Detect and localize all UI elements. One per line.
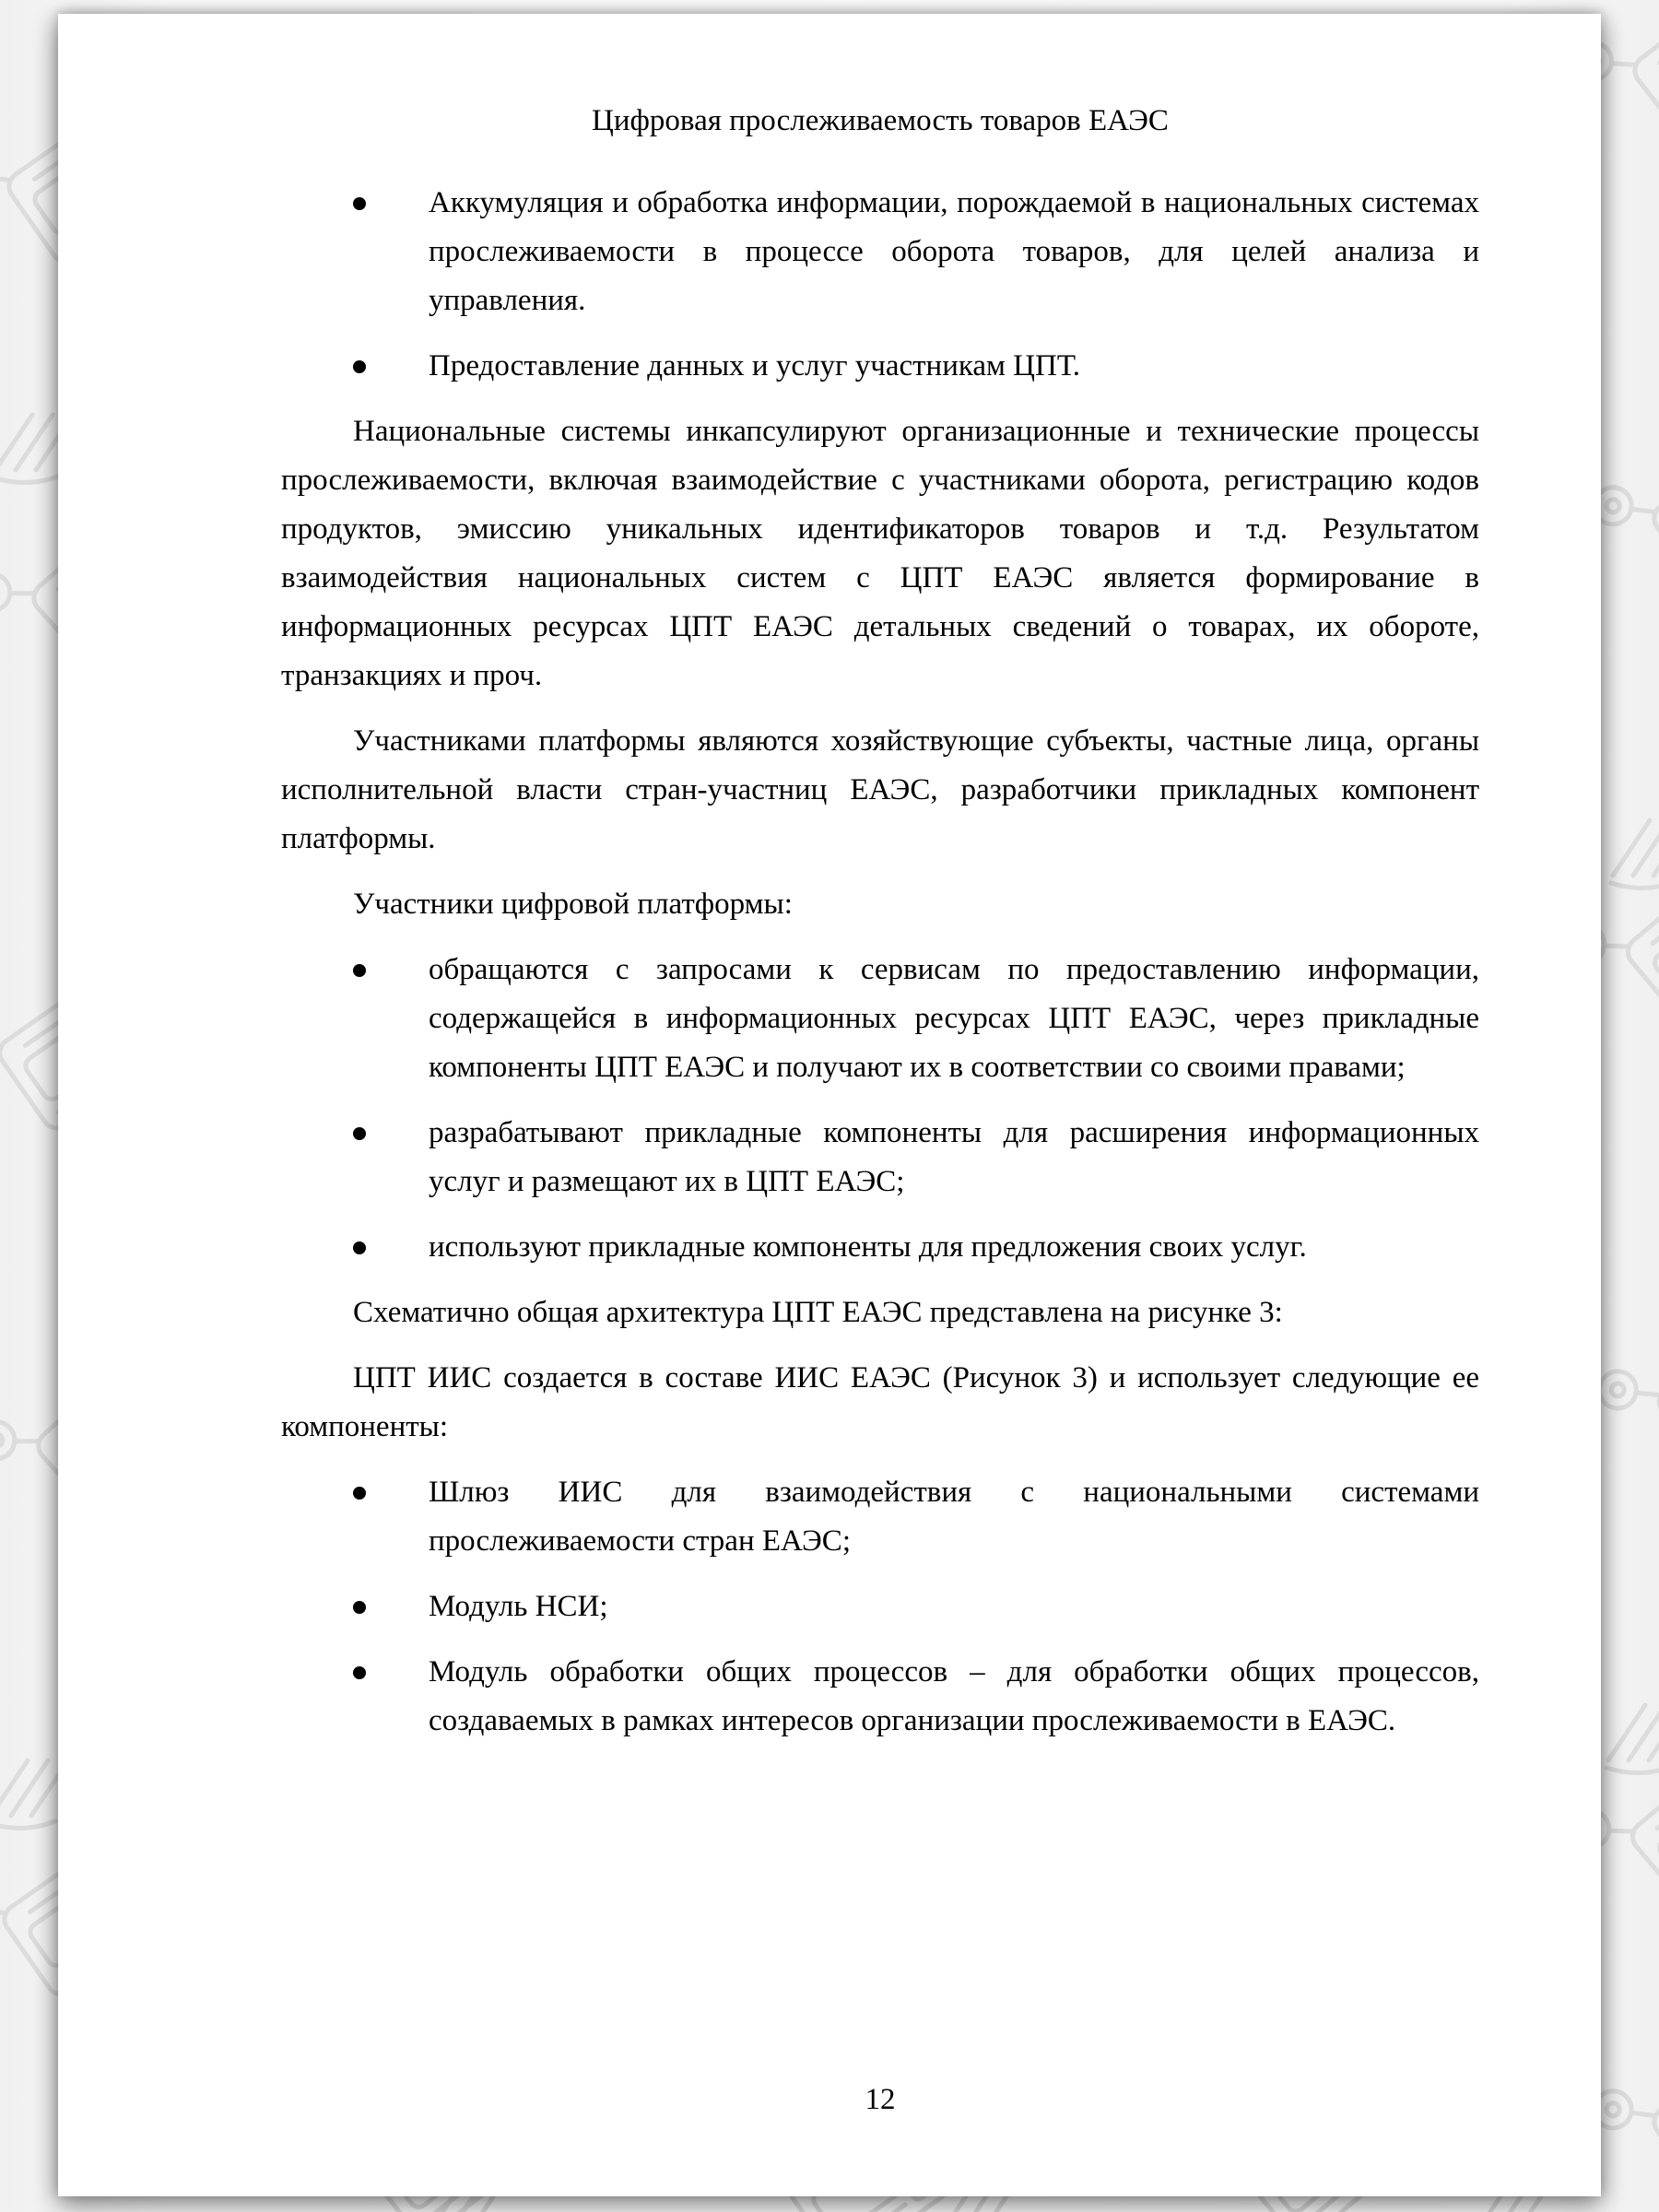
list-item-text: разрабатывают прикладные компоненты для расширения информационных услуг и размещают их в ЦПТ ЕАЭС; (429, 1116, 1479, 1198)
bullet-icon (353, 1601, 366, 1614)
page-number: 12 (865, 2083, 896, 2116)
list-item (281, 1648, 1479, 1746)
list-item (281, 1109, 1479, 1206)
page-content (58, 14, 1601, 2196)
bullet-icon (353, 1487, 366, 1500)
page-header-title: Цифровая прослеживаемость товаров ЕАЭС (592, 104, 1169, 137)
list-item (281, 179, 1479, 325)
list-item-text: Предоставление данных и услуг участникам ЦПТ. (429, 349, 1080, 382)
bullet-icon (353, 1241, 366, 1254)
paragraph: Участники цифровой платформы: (353, 888, 793, 921)
paragraph: Участниками платформы являются хозяйствующие субъекты, частные лица, органы исполнительной власти стран-участниц ЕАЭС, разработчики прикладных компонент платформы. (281, 724, 1479, 855)
list-item-text: используют прикладные компоненты для предложения своих услуг. (429, 1230, 1307, 1264)
list-item-text: обращаются с запросами к сервисам по предоставлению информации, содержащейся в информационных ресурсах ЦПТ ЕАЭС, через прикладные компоненты ЦПТ ЕАЭС и получают их в соответствии со своими правами; (429, 953, 1479, 1084)
list-item-text: Аккумуляция и обработка информации, порождаемой в национальных системах прослеживаемости в процессе оборота товаров, для целей анализа и управления. (429, 186, 1479, 317)
list-item-text: Модуль обработки общих процессов – для обработки общих процессов, создаваемых в рамках интересов организации прослеживаемости в ЕАЭС. (429, 1655, 1479, 1737)
list-item-text: Модуль НСИ; (429, 1590, 608, 1623)
bullet-icon (353, 360, 366, 373)
paragraph: ЦПТ ИИС создается в составе ИИС ЕАЭС (Рисунок 3) и использует следующие ее компоненты: (281, 1361, 1479, 1443)
list-item (281, 342, 1479, 391)
list-item (281, 946, 1479, 1092)
bullet-icon (353, 1127, 366, 1140)
list-item (281, 1223, 1479, 1272)
document-page (58, 14, 1601, 2196)
paragraph: Схематично общая архитектура ЦПТ ЕАЭС представлена на рисунке 3: (353, 1296, 1283, 1329)
list-item (281, 1583, 1479, 1631)
bullet-icon (353, 197, 366, 210)
paragraph: Национальные системы инкапсулируют организационные и технические процессы прослеживаемости, включая взаимодействие с участниками оборота, регистрацию кодов продуктов, эмиссию уникальных идентификаторов товаров и т.д. Результатом взаимодействия национальных систем с ЦПТ ЕАЭС является формирование в информационных ресурсах ЦПТ ЕАЭС детальных сведений о товарах, их обороте, транзакциях и проч. (281, 415, 1479, 692)
bullet-icon (353, 964, 366, 977)
bullet-icon (353, 1666, 366, 1679)
list-item (281, 1468, 1479, 1566)
list-item-text: Шлюз ИИС для взаимодействия с национальными системами прослеживаемости стран ЕАЭС; (429, 1476, 1479, 1558)
